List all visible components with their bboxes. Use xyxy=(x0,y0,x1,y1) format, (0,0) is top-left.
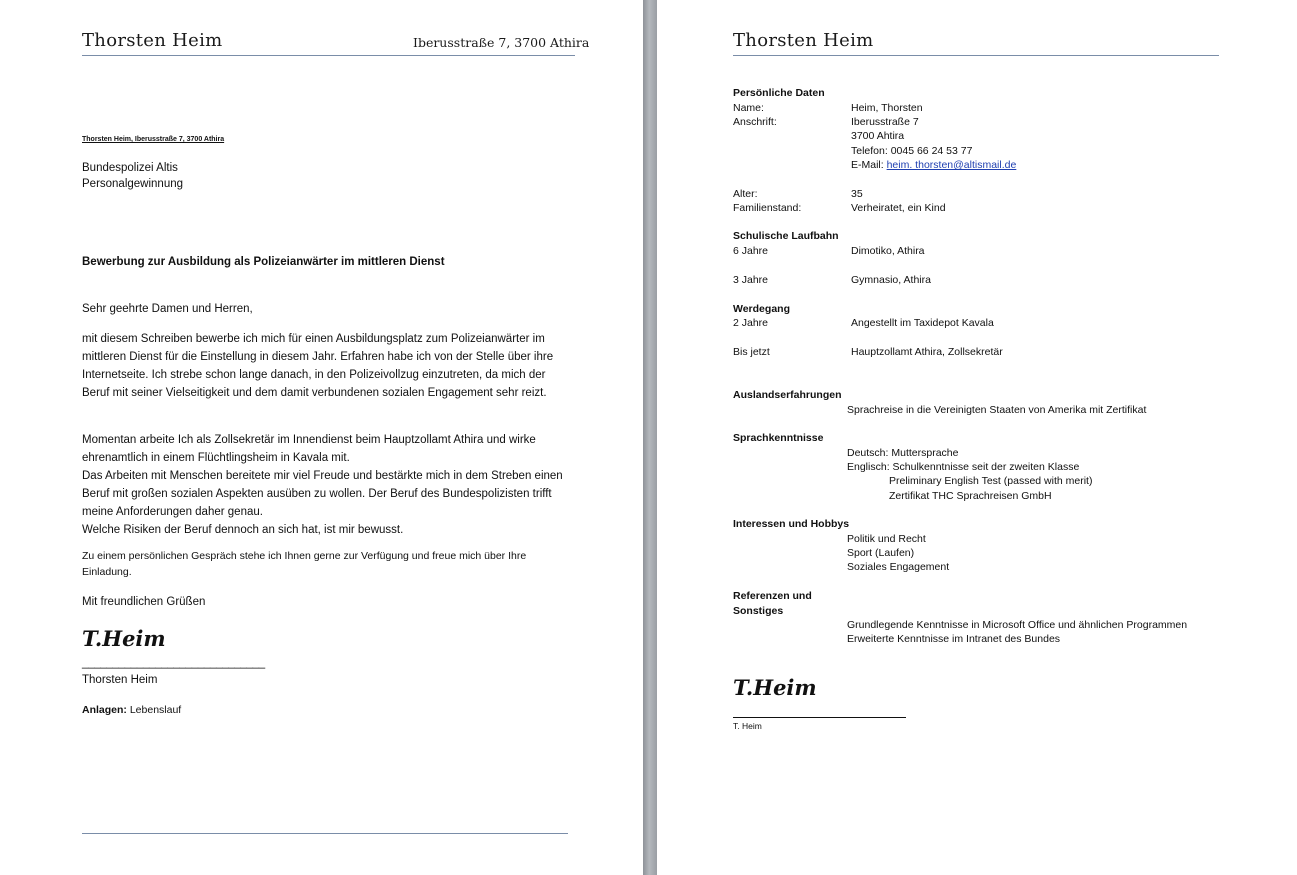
email-label: E-Mail: xyxy=(851,159,887,171)
career-place-1: Angestellt im Taxidepot Kavala xyxy=(851,317,994,329)
cv-header-name: Thorsten Heim xyxy=(733,30,874,51)
interests-heading: Interessen und Hobbys xyxy=(733,518,850,530)
language-english-sub-2: Zertifikat THC Sprachreisen GmbH xyxy=(889,490,1052,502)
reference-item-2: Erweiterte Kenntnisse im Intranet des Bundes xyxy=(847,633,1061,645)
references-heading-1: Referenzen und xyxy=(733,590,812,602)
email-link[interactable]: heim. thorsten@altismail.de xyxy=(886,159,1017,171)
career-heading: Werdegang xyxy=(733,303,790,315)
language-english: Englisch: Schulkenntnisse seit der zweiten Klasse xyxy=(847,461,1080,473)
family-label: Familienstand: xyxy=(733,202,802,214)
signature-line: ______________________________ xyxy=(82,657,265,669)
school-period-2: 3 Jahre xyxy=(733,274,769,286)
cv-signature: T.Heim xyxy=(733,675,817,700)
phone: Telefon: 0045 66 24 53 77 xyxy=(851,145,973,157)
interest-item-1: Politik und Recht xyxy=(847,533,926,545)
cv-signature-line xyxy=(733,717,906,718)
letter-subject: Bewerbung zur Ausbildung als Polizeianwärter im mittleren Dienst xyxy=(82,256,445,268)
recipient-line-1: Bundespolizei Altis xyxy=(82,162,178,174)
letter-header-name: Thorsten Heim xyxy=(82,30,223,51)
career-period-1: 2 Jahre xyxy=(733,317,769,329)
email-row xyxy=(851,158,1016,172)
school-heading: Schulische Laufbahn xyxy=(733,230,839,242)
paragraph-2-line-1: Momentan arbeite Ich als Zollsekretär im Innendienst beim Hauptzollamt Athira und wirke ehrenamtlich in einem Flüchtlingsheim in Kavala mit. xyxy=(82,434,536,464)
career-place-2: Hauptzollamt Athira, Zollsekretär xyxy=(851,346,1003,358)
career-period-2: Bis jetzt xyxy=(733,346,770,358)
address-city: 3700 Ahtira xyxy=(851,130,905,142)
paragraph-1: mit diesem Schreiben bewerbe ich mich für einen Ausbildungsplatz zum Polizeianwärter im mittleren Dienst für die Einstellung in diesem Jahr. Erfahren habe ich von der Stelle über ihre Internetseite. Ich strebe schon lange danach, in den Polizeivollzug einzutreten, da mich der Beruf mit seiner Vielseitigkeit und dem damit verbundenen sozialen Engagement sehr reizt. xyxy=(82,333,554,399)
paragraph-2 xyxy=(82,431,572,539)
abroad-value: Sprachreise in die Vereinigten Staaten von Amerika mit Zertifikat xyxy=(847,404,1147,416)
language-english-sub-1: Preliminary English Test (passed with merit) xyxy=(889,475,1093,487)
address-street: Iberusstraße 7 xyxy=(851,116,919,128)
references-heading-2: Sonstiges xyxy=(733,605,784,617)
interest-item-3: Soziales Engagement xyxy=(847,561,950,573)
letter-header-address: Iberusstraße 7, 3700 Athira xyxy=(413,35,590,50)
attachments-label: Anlagen: xyxy=(82,704,127,716)
reference-item-1: Grundlegende Kenntnisse in Microsoft Office und ähnlichen Programmen xyxy=(847,619,1188,631)
recipient-line-2: Personalgewinnung xyxy=(82,178,184,190)
interest-item-2: Sport (Laufen) xyxy=(847,547,915,559)
age-value: 35 xyxy=(851,188,863,200)
age-label: Alter: xyxy=(733,188,758,200)
school-period-1: 6 Jahre xyxy=(733,245,769,257)
closing: Mit freundlichen Grüßen xyxy=(82,596,206,608)
school-place-1: Dimotiko, Athira xyxy=(851,245,925,257)
paragraph-2-line-3: Welche Risiken der Beruf dennoch an sich hat, ist mir bewusst. xyxy=(82,524,404,536)
salutation: Sehr geehrte Damen und Herren, xyxy=(82,303,253,315)
name-value: Heim, Thorsten xyxy=(851,102,923,114)
family-value: Verheiratet, ein Kind xyxy=(851,202,946,214)
abroad-heading: Auslandserfahrungen xyxy=(733,389,842,401)
language-german: Deutsch: Muttersprache xyxy=(847,447,959,459)
address-label: Anschrift: xyxy=(733,116,777,128)
name-label: Name: xyxy=(733,102,764,114)
attachments-value: Lebenslauf xyxy=(129,704,182,716)
paragraph-3: Zu einem persönlichen Gespräch stehe ich Ihnen gerne zur Verfügung und freue mich über Ihre Einladung. xyxy=(82,550,527,578)
header-rule xyxy=(82,55,575,56)
page-separator xyxy=(643,0,657,875)
signer-name: Thorsten Heim xyxy=(82,674,158,686)
cover-letter-page xyxy=(0,0,643,875)
signature: T.Heim xyxy=(82,626,166,651)
sender-line: Thorsten Heim, Iberusstraße 7, 3700 Athira xyxy=(82,136,225,143)
attachments xyxy=(82,704,181,716)
personal-heading: Persönliche Daten xyxy=(733,87,825,99)
cv-signer-name: T. Heim xyxy=(733,721,762,731)
footer-rule xyxy=(82,833,568,834)
paragraph-2-line-2: Das Arbeiten mit Menschen bereitete mir viel Freude und bestärkte mich in dem Streben einen Beruf mit großen sozialen Aspekten ausüben zu wollen. Der Beruf des Bundespolizisten trifft meine Anforderungen daher genau. xyxy=(82,470,563,518)
cv-page xyxy=(657,0,1297,875)
languages-heading: Sprachkenntnisse xyxy=(733,432,824,444)
school-place-2: Gymnasio, Athira xyxy=(851,274,931,286)
cv-header-rule xyxy=(733,55,1219,56)
